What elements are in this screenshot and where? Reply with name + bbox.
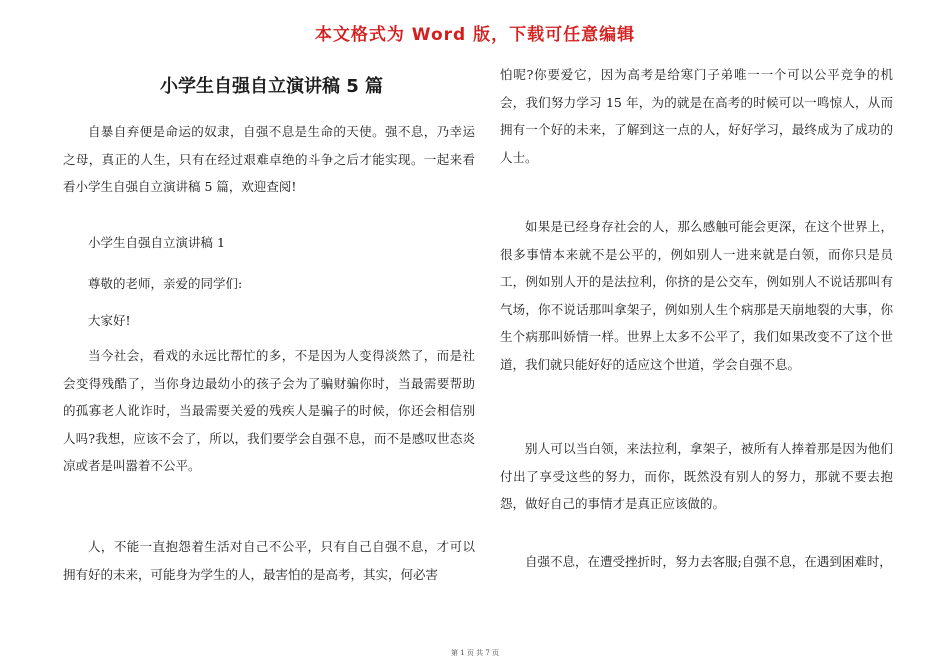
body-paragraph: 当今社会，看戏的永远比帮忙的多，不是因为人变得淡然了，而是社会变得残酷了，当你身边最幼小的孩子会为了骗财骗你时，当最需要帮助的孤寡老人讹诈时，当最需要关爱的残疾人是骗子的时候，你还会相信别人吗?我想，应该不会了，所以，我们要学会自强不息，而不是感叹世态炎凉或者是叫嚣着不公平。 <box>63 348 475 474</box>
document-title: 小学生自强自立演讲稿 5 篇 <box>160 76 384 97</box>
body-paragraph: 别人可以当白领，来法拉利，拿架子，被所有人捧着那是因为他们付出了享受这些的努力，而你，既然没有别人的努力，那就不要去抱怨，做好自己的事情才是真正应该做的。 <box>500 441 893 512</box>
body-paragraph: 怕呢?你要爱它，因为高考是给寒门子弟唯一一个可以公平竞争的机会，我们努力学习 15 年，为的就是在高考的时候可以一鸣惊人，从而拥有一个好的未来，了解到这一点的人，好好学习，最终成为了成功的人士。 <box>500 67 893 165</box>
intro-paragraph: 自暴自弃便是命运的奴隶，自强不息是生命的天使。强不息，乃幸运之母，真正的人生，只有在经过艰难卓绝的斗争之后才能实现。一起来看看小学生自强自立演讲稿 5 篇，欢迎查阅! <box>63 124 475 195</box>
body-paragraph: 如果是已经身存社会的人，那么感触可能会更深，在这个世界上，很多事情本来就不是公平的，例如别人一进来就是白领，而你只是员工，例如别人开的是法拉利，你挤的是公交车，例如别人不说话那叫有气场，你不说话那叫拿架子，例如别人生个病那是天崩地裂的大事，你生个病那叫娇情一样。世界上太多不公平了，我们如果改变不了这个世道，我们就只能好好的适应这个世道，学会自强不息。 <box>500 219 893 372</box>
greeting-all: 大家好! <box>88 313 131 328</box>
speech-heading: 小学生自强自立演讲稿 1 <box>88 235 225 250</box>
greeting-teachers: 尊敬的老师，亲爱的同学们: <box>88 276 243 291</box>
body-paragraph: 自强不息，在遭受挫折时，努力去客服;自强不息，在遇到困难时， <box>525 554 892 569</box>
word-format-banner: 本文格式为 Word 版，下载可任意编辑 <box>314 25 636 45</box>
page-number: 第 1 页 共 7 页 <box>450 649 500 657</box>
body-paragraph: 人，不能一直抱怨着生活对自己不公平，只有自己自强不息，才可以拥有好的未来，可能身为学生的人，最害怕的是高考，其实，何必害 <box>63 539 475 582</box>
